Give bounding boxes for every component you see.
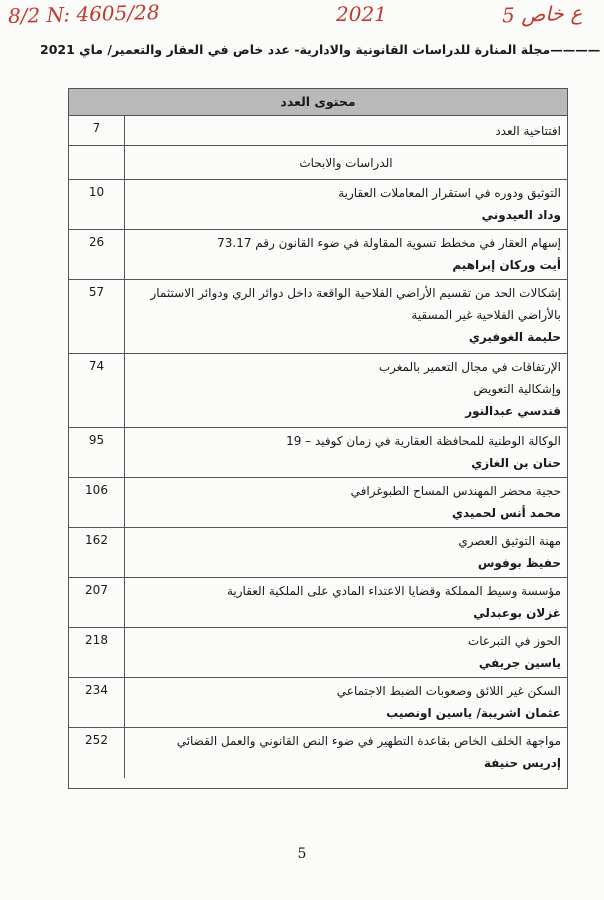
toc-entry-title: الوكالة الوطنية للمحافظة العقارية في زمان كوفيد – 19 — [286, 434, 561, 448]
toc-page-number: 74 — [69, 354, 125, 427]
section-title: الدراسات والابحاث — [299, 156, 393, 170]
toc-row-opening[interactable] — [69, 116, 567, 146]
toc-page-number: 10 — [69, 180, 125, 229]
toc-entry-title-continued: بالأراضي الفلاحية غير المسقية — [411, 308, 561, 322]
toc-entry-author: حليمة الغوفيري — [468, 330, 561, 344]
toc-page-number: 234 — [69, 678, 125, 727]
toc-entry-author: إدريس حنيفة — [483, 756, 561, 770]
toc-section-heading — [69, 146, 567, 180]
toc-page-number: 26 — [69, 230, 125, 279]
toc-entry-title: افتتاحية العدد — [495, 124, 561, 138]
toc-entry-author: وداد العيدوني — [481, 208, 561, 222]
toc-entry-author: حنان بن الغازي — [471, 456, 561, 470]
toc-row[interactable] — [69, 678, 567, 728]
toc-entry-title: التوثيق ودوره في استقرار المعاملات العقارية — [338, 186, 561, 200]
toc-entry-title: السكن غير اللائق وصعوبات الضبط الاجتماعي — [336, 684, 561, 698]
toc-page-number: 106 — [69, 478, 125, 527]
handwritten-annotation — [0, 2, 604, 32]
toc-entry-author: غزلان بوعبدلي — [473, 606, 561, 620]
toc-row[interactable] — [69, 354, 567, 428]
page-number: 5 — [297, 846, 307, 862]
toc-entry-title: حجية محضر المهندس المساح الطبوغرافي — [350, 484, 561, 498]
toc-entry-title: مهنة التوثيق العصري — [458, 534, 561, 548]
toc-entry-title: الإرتفاقات في مجال التعمير بالمغرب — [378, 360, 561, 374]
toc-entry-author: أيت وركان إبراهيم — [452, 258, 561, 272]
toc-row[interactable] — [69, 628, 567, 678]
toc-entry-title: مواجهة الخلف الخاص بقاعدة التطهير في ضوء النص القانوني والعمل القضائي — [176, 734, 561, 748]
toc-row[interactable] — [69, 230, 567, 280]
toc-page-number: 95 — [69, 428, 125, 477]
toc-page-number: 252 — [69, 728, 125, 778]
toc-row[interactable] — [69, 728, 567, 778]
toc-page-number: 162 — [69, 528, 125, 577]
toc-row[interactable] — [69, 578, 567, 628]
toc-entry-author: عثمان اشريبة/ ياسين اونصيب — [386, 706, 561, 720]
toc-page-number: 7 — [69, 116, 125, 145]
toc-row[interactable] — [69, 280, 567, 354]
toc-page-number: 207 — [69, 578, 125, 627]
toc-page-number: 57 — [69, 280, 125, 353]
toc-heading: محتوى العدد — [69, 89, 567, 116]
toc-entry-title: الحوز في التبرعات — [467, 634, 561, 648]
toc-page-number: 218 — [69, 628, 125, 677]
toc-row[interactable] — [69, 428, 567, 478]
toc-row[interactable] — [69, 180, 567, 230]
toc-entry-author: ياسين جريفي — [478, 656, 561, 670]
toc-entry-title: إسهام العقار في مخطط تسوية المقاولة في ضوء القانون رقم 73.17 — [217, 236, 561, 250]
toc-entry-author: محمد أنس لحميدي — [451, 506, 561, 520]
table-of-contents — [68, 88, 568, 789]
toc-row[interactable] — [69, 478, 567, 528]
handwritten-year: 2021 — [336, 2, 387, 26]
toc-entry-author: حفيظ بوفوس — [477, 556, 561, 570]
handwritten-reference: 8/2 N: 4605/28 — [7, 0, 160, 28]
journal-header: مجلة المنارة للدراسات القانونية والادارية- عدد خاص في العقار والتعمير/ ماي 2021———— — [40, 42, 601, 57]
toc-entry-title: مؤسسة وسيط المملكة وقضايا الاعتداء المادي على الملكية العقارية — [226, 584, 561, 598]
toc-row[interactable] — [69, 528, 567, 578]
toc-entry-title-continued: وإشكالية التعويض — [473, 382, 561, 396]
toc-entry-author: قندسي عبدالنور — [465, 404, 561, 418]
handwritten-issue: ع خاص 5 — [501, 0, 583, 28]
toc-entry-title: إشكالات الحد من تقسيم الأراضي الفلاحية الواقعة داخل دوائر الري ودوائر الاستثمار — [150, 286, 561, 300]
